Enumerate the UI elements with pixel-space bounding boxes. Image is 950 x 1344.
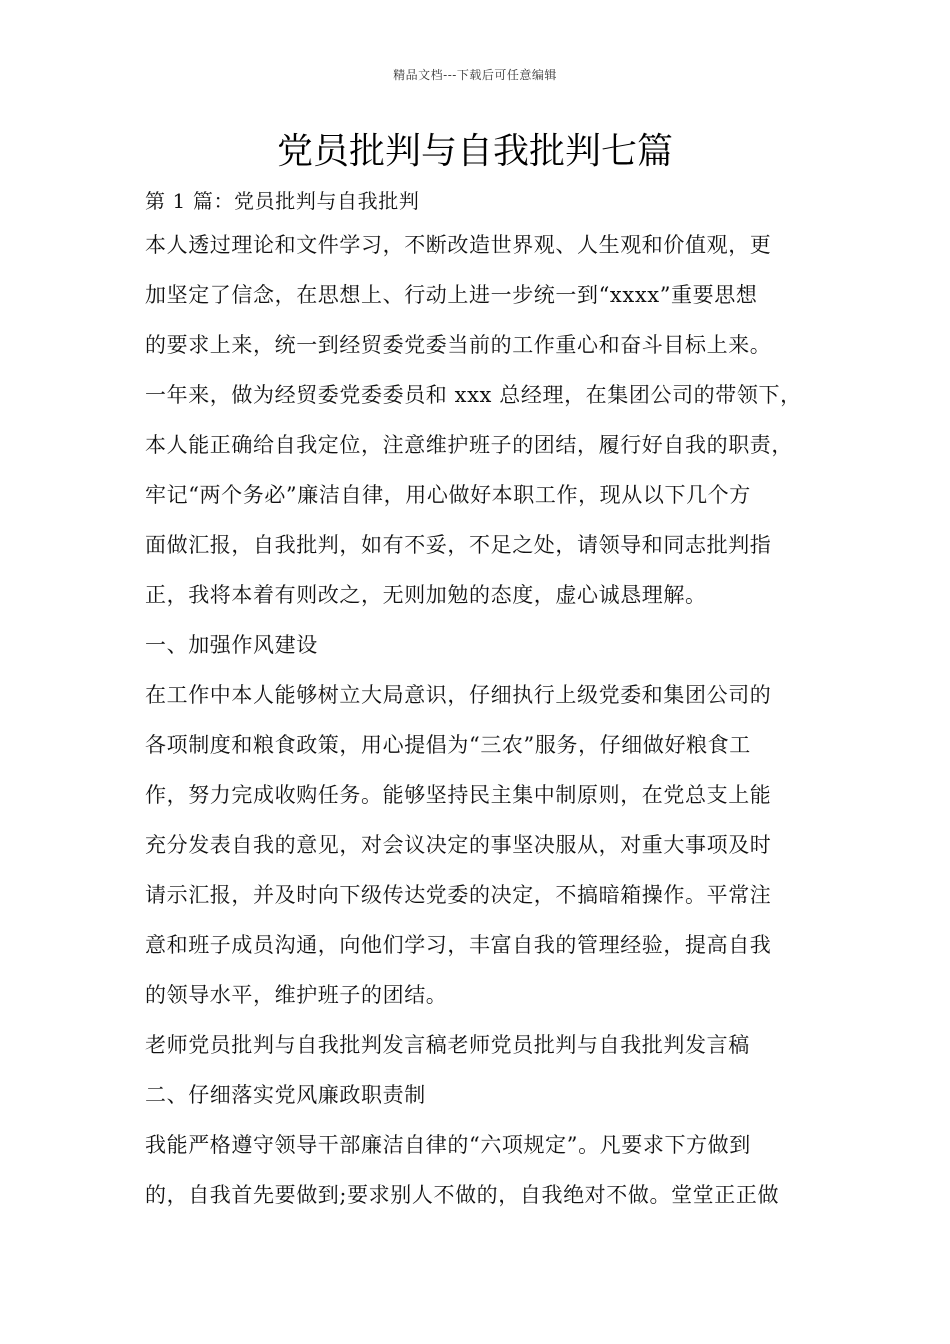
body-line: 面做汇报，自我批判，如有不妥，不足之处，请领导和同志批判指 [145,533,772,557]
document-title: 党员批判与自我批判七篇 [276,131,673,172]
body-line: 老师党员批判与自我批判发言稿老师党员批判与自我批判发言稿 [145,1033,750,1057]
section-heading: 二、仔细落实党风廉政职责制 [145,1083,426,1107]
body-line: 充分发表自我的意见，对会议决定的事坚决服从，对重大事项及时 [145,833,772,857]
body-line: 一年来，做为经贸委党委委员和 xxx 总经理，在集团公司的带领下， [145,383,802,407]
body-line: 本人透过理论和文件学习，不断改造世界观、人生观和价值观，更 [145,233,772,257]
body-line: 的要求上来，统一到经贸委党委当前的工作重心和奋斗目标上来。 [145,333,772,357]
body-line: 我能严格遵守领导干部廉洁自律的“六项规定”。凡要求下方做到 [145,1133,751,1157]
body-line: 正，我将本着有则改之，无则加勉的态度，虚心诚恳理解。 [145,583,707,607]
body-line: 意和班子成员沟通，向他们学习，丰富自我的管理经验，提高自我 [145,933,772,957]
body-line: 请示汇报，并及时向下级传达党委的决定，不搞暗箱操作。平常注 [145,883,772,907]
body-line: 的，自我首先要做到;要求别人不做的，自我绝对不做。堂堂正正做 [145,1183,780,1207]
body-line: 加坚定了信念，在思想上、行动上进一步统一到“xxxx”重要思想 [145,283,758,307]
section-heading: 第 1 篇：党员批判与自我批判 [145,189,420,213]
body-line: 的领导水平，维护班子的团结。 [145,983,448,1007]
body-line: 各项制度和粮食政策，用心提倡为“三农”服务，仔细做好粮食工 [145,733,751,757]
body-line: 在工作中本人能够树立大局意识，仔细执行上级党委和集团公司的 [145,683,772,707]
header-note: 精品文档---下载后可任意编辑 [393,68,557,82]
document-body [145,182,825,1220]
body-line: 本人能正确给自我定位，注意维护班子的团结，履行好自我的职责， [145,433,793,457]
section-heading: 一、加强作风建设 [145,633,318,657]
body-line: 作，努力完成收购任务。能够坚持民主集中制原则，在党总支上能 [145,783,772,807]
body-line: 牢记“两个务必”廉洁自律，用心做好本职工作，现从以下几个方 [145,483,751,507]
